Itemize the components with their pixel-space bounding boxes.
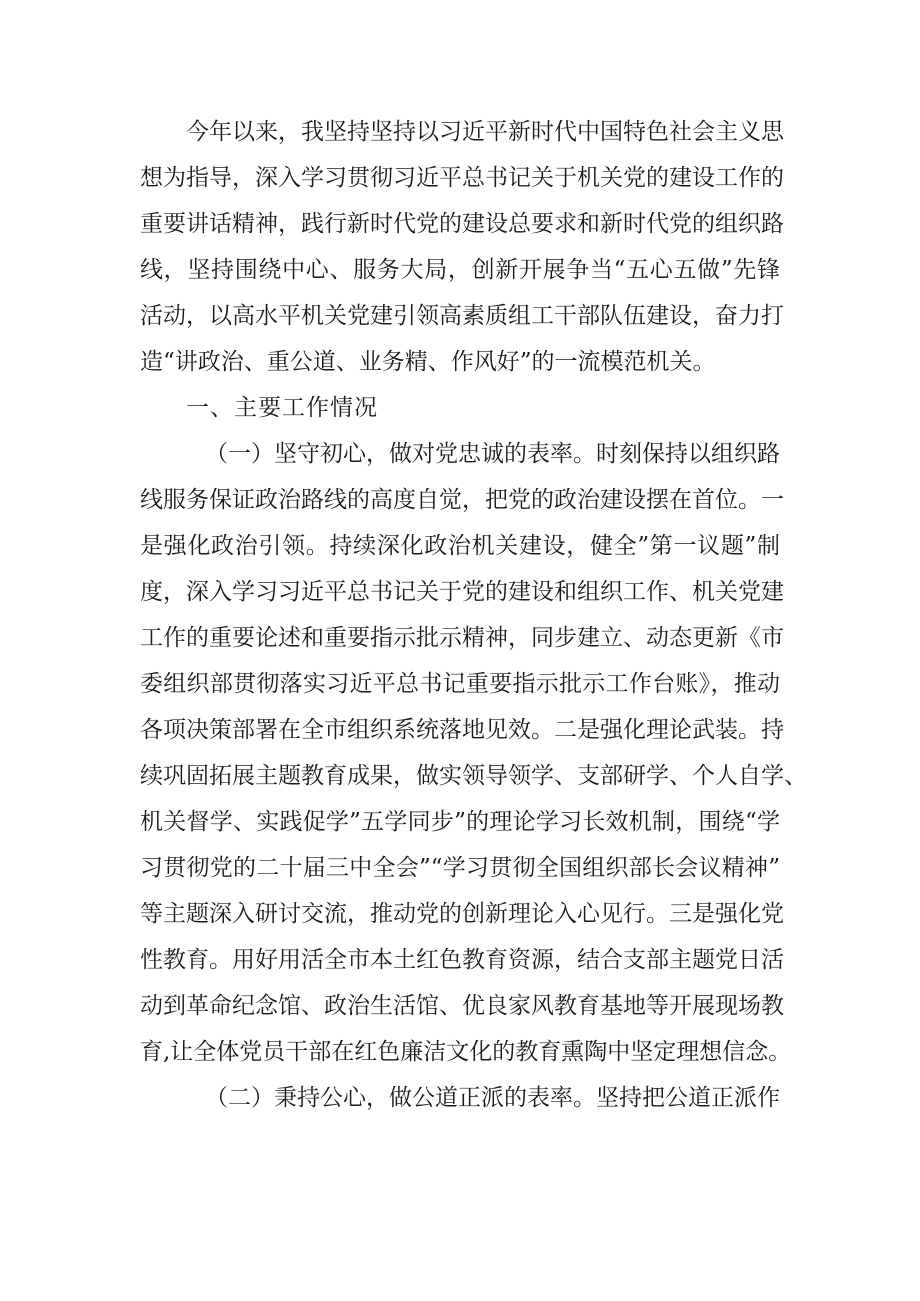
subsection-1-line-3: 是强化政治引领。持续深化政治机关建设，健全”第一议题”制 bbox=[140, 533, 780, 559]
subsection-1-line-2: 线服务保证政治路线的高度自觉，把党的政治建设摆在首位。一 bbox=[140, 487, 784, 513]
subsection-1-line-12: 性教育。用好用活全市本土红色教育资源，结合支部主题党日活 bbox=[140, 947, 784, 973]
paragraph-intro-line-3: 重要讲话精神，践行新时代党的建设总要求和新时代党的组织路 bbox=[140, 211, 784, 237]
paragraph-intro-line-6: 造“讲政治、重公道、业务精、作风好”的一流模范机关。 bbox=[140, 349, 716, 375]
paragraph-intro-line-1: 今年以来，我坚持坚持以习近平新时代中国特色社会主义思 bbox=[186, 119, 784, 145]
subsection-1-line-9: 机关督学、实践促学”五学同步”的理论学习长效机制，围绕“学 bbox=[140, 809, 780, 835]
section-heading: 一、主要工作情况 bbox=[186, 395, 378, 421]
paragraph-intro-line-4: 线，坚持围绕中心、服务大局，创新开展争当“五心五做”先锋 bbox=[140, 257, 780, 283]
subsection-1-line-10: 习贯彻党的二十届三中全会”“学习贯彻全国组织部长会议精神” bbox=[140, 855, 780, 881]
subsection-1-line-11: 等主题深入研讨交流，推动党的创新理论入心见行。三是强化党 bbox=[140, 901, 784, 927]
subsection-1-line-4: 度，深入学习习近平总书记关于党的建设和组织工作、机关党建 bbox=[140, 579, 784, 605]
subsection-1-line-6: 委组织部贯彻落实习近平总书记重要指示批示工作台账》，推动 bbox=[140, 671, 780, 697]
subsection-1-line-1: （一）坚守初心，做对党忠诚的表率。时刻保持以组织路 bbox=[205, 441, 780, 467]
subsection-1-line-13: 动到革命纪念馆、政治生活馆、优良家风教育基地等开展现场教 bbox=[140, 993, 784, 1019]
subsection-1-line-14: 育,让全体党员干部在红色廉洁文化的教育熏陶中坚定理想信念。 bbox=[140, 1039, 792, 1065]
subsection-1-line-8: 续巩固拓展主题教育成果，做实领导领学、支部研学、个人自学、 bbox=[140, 763, 807, 789]
paragraph-intro-line-5: 活动，以高水平机关党建引领高素质组工干部队伍建设，奋力打 bbox=[140, 303, 784, 329]
paragraph-intro-line-2: 想为指导，深入学习贯彻习近平总书记关于机关党的建设工作的 bbox=[140, 165, 784, 191]
subsection-1-line-5: 工作的重要论述和重要指示批示精神，同步建立、动态更新《市 bbox=[140, 625, 784, 651]
subsection-1-line-7: 各项决策部署在全市组织系统落地见效。二是强化理论武装。持 bbox=[140, 717, 784, 743]
subsection-2-line-1: （二）秉持公心，做公道正派的表率。坚持把公道正派作 bbox=[205, 1085, 780, 1111]
